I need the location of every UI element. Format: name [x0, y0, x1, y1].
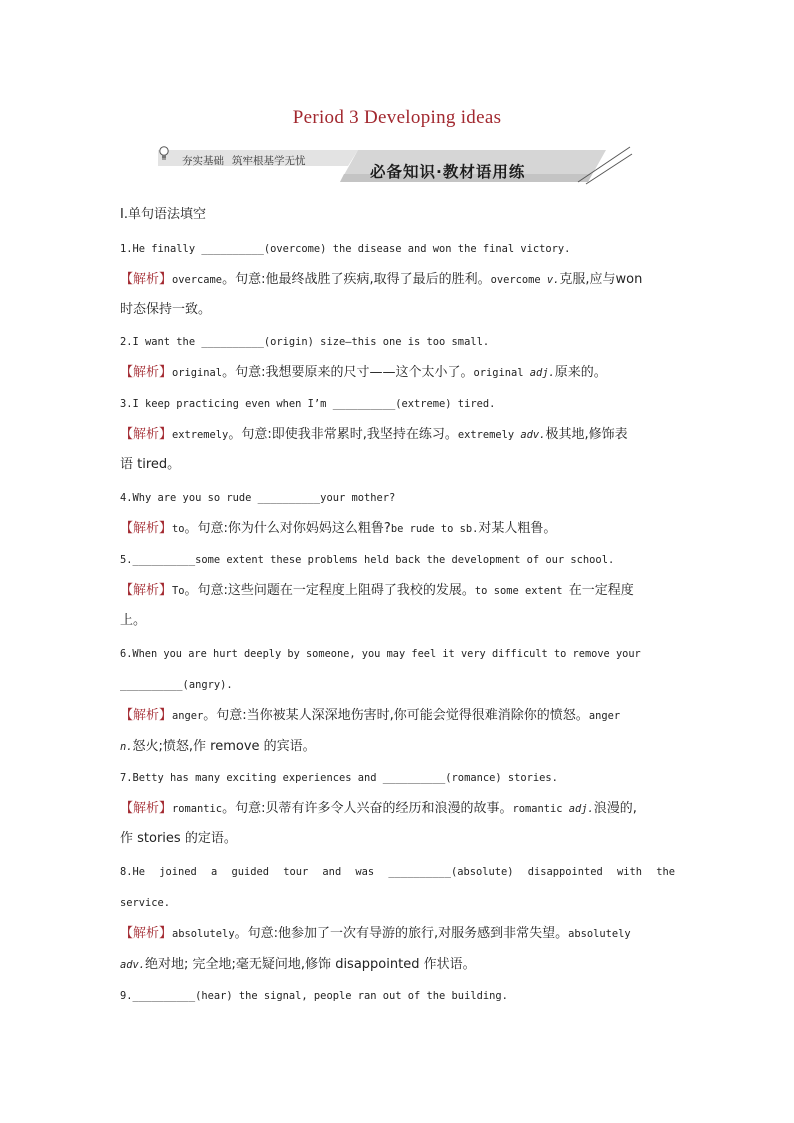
- analysis-1: 【解析】overcame。句意:他最终战胜了疾病,取得了最后的胜利。overcome v.克服,应与won: [120, 272, 643, 287]
- question-7: 7.Betty has many exciting experiences and __________(romance) stories.: [120, 772, 558, 784]
- analysis-4: 【解析】to。句意:你为什么对你妈妈这么粗鲁?be rude to sb.对某人粗鲁。: [120, 521, 557, 536]
- analysis-7-cont: 作 stories 的定语。: [120, 831, 237, 846]
- banner-heading: 必备知识·教材语用练: [370, 163, 526, 181]
- section-banner: [158, 146, 633, 186]
- section-heading: Ⅰ.单句语法填空: [120, 207, 206, 222]
- question-4: 4.Why are you so rude __________your mother?: [120, 492, 396, 504]
- question-5: 5.__________some extent these problems held back the development of our school.: [120, 554, 615, 566]
- question-8: 8.He joined a guided tour and was __________(absolute) disappointed with the: [120, 866, 675, 878]
- analysis-3: 【解析】extremely。句意:即使我非常累时,我坚持在练习。extremely adv.极其地,修饰表: [120, 427, 628, 442]
- analysis-8-cont: adv.绝对地; 完全地;毫无疑问地,修饰 disappointed 作状语。: [120, 957, 476, 972]
- analysis-6-cont: n.怒火;愤怒,作 remove 的宾语。: [120, 739, 316, 754]
- analysis-6: 【解析】anger。句意:当你被某人深深地伤害时,你可能会觉得很难消除你的愤怒。anger: [120, 708, 621, 723]
- question-6: 6.When you are hurt deeply by someone, you may feel it very difficult to remove your: [120, 648, 641, 660]
- analysis-5-cont: 上。: [120, 613, 147, 628]
- question-6-cont: __________(angry).: [120, 679, 233, 691]
- analysis-2: 【解析】original。句意:我想要原来的尺寸——这个太小了。original adj.原来的。: [120, 365, 607, 380]
- banner-subtitle: 夯实基础 筑牢根基学无忧: [182, 155, 306, 167]
- analysis-5: 【解析】To。句意:这些问题在一定程度上阻碍了我校的发展。to some extent 在一定程度: [120, 583, 634, 598]
- lightbulb-icon: [158, 146, 170, 160]
- analysis-8: 【解析】absolutely。句意:他参加了一次有导游的旅行,对服务感到非常失望。absolutely: [120, 926, 631, 941]
- question-9: 9.__________(hear) the signal, people ran out of the building.: [120, 990, 508, 1002]
- question-3: 3.I keep practicing even when I’m __________(extreme) tired.: [120, 398, 496, 410]
- question-2: 2.I want the __________(origin) size—this one is too small.: [120, 336, 490, 348]
- page-title: Period 3 Developing ideas: [292, 107, 502, 128]
- question-8-cont: service.: [120, 897, 171, 909]
- analysis-3-cont: 语 tired。: [120, 457, 181, 472]
- analysis-1-cont: 时态保持一致。: [120, 302, 212, 317]
- question-1: 1.He finally __________(overcome) the disease and won the final victory.: [120, 243, 571, 255]
- analysis-7: 【解析】romantic。句意:贝蒂有许多令人兴奋的经历和浪漫的故事。romantic adj.浪漫的,: [120, 801, 637, 816]
